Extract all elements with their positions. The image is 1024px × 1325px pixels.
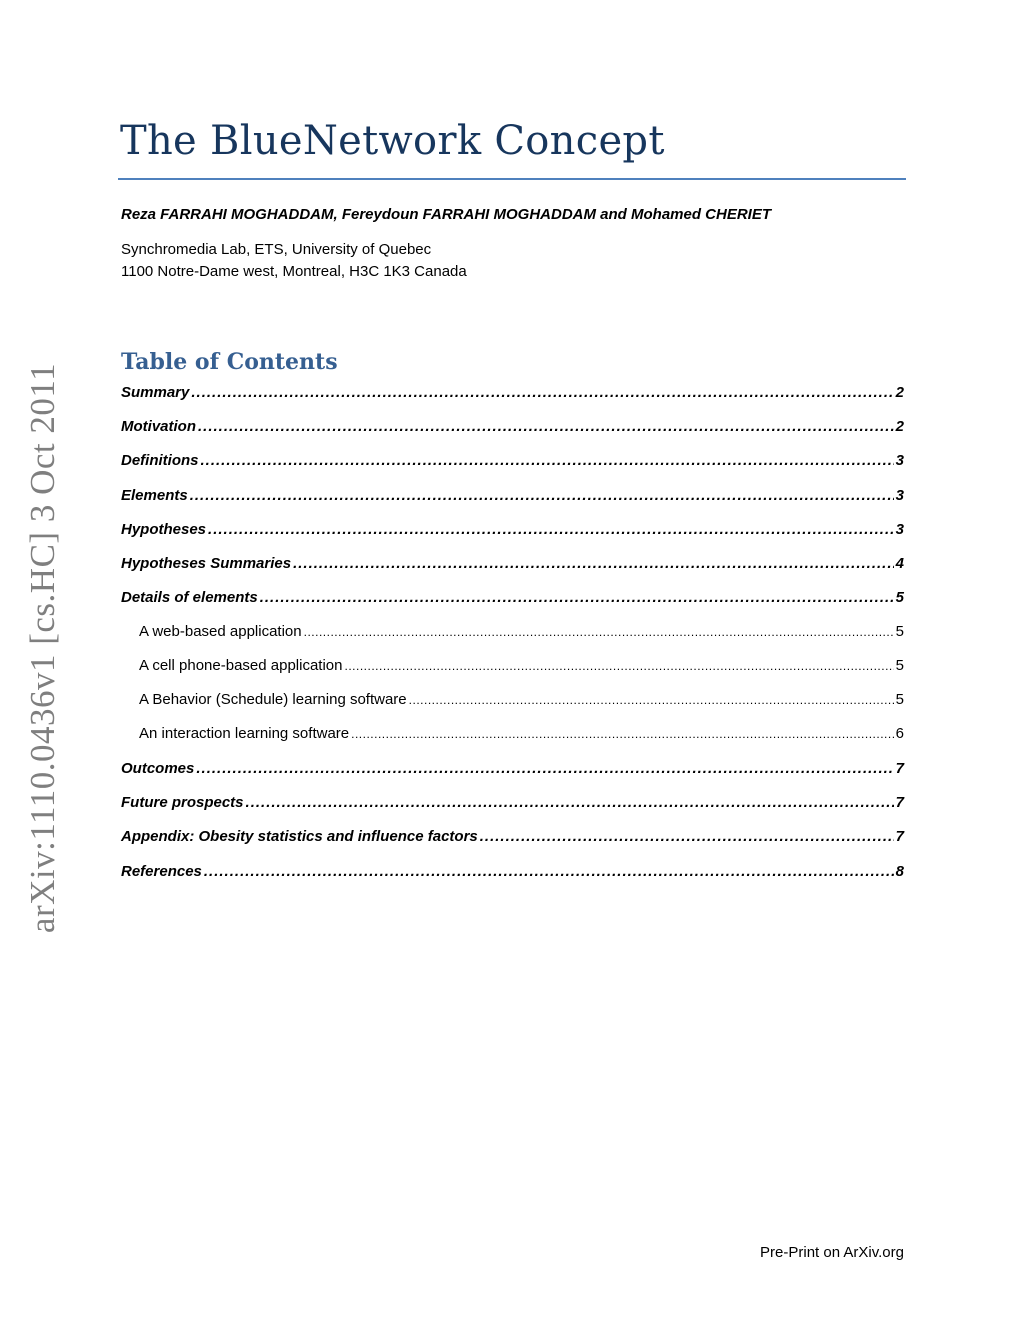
toc-entry-page: 7 — [895, 794, 904, 811]
toc-entry-page: 2 — [895, 418, 904, 435]
toc-leader-dots — [196, 759, 893, 779]
toc-subentry[interactable] — [139, 690, 904, 710]
toc-entry-label: Summary — [121, 384, 190, 401]
toc-entry-label: Appendix: Obesity statistics and influence factors — [121, 828, 478, 845]
toc-entry-label: References — [121, 863, 202, 880]
toc-entry-page: 5 — [895, 691, 904, 708]
toc-leader-dots — [201, 451, 894, 471]
toc-entry-label: Future prospects — [121, 794, 244, 811]
toc-entry[interactable] — [121, 486, 904, 506]
toc-entry-label: Hypotheses — [121, 521, 207, 538]
toc-entry-page: 2 — [895, 384, 904, 401]
author-list: Reza FARRAHI MOGHADDAM, Fereydoun FARRAHI MOGHADDAM and Mohamed CHERIET — [121, 206, 772, 223]
toc-entry[interactable] — [121, 827, 904, 847]
arxiv-side-stamp: arXiv:1110.0436v1 [cs.HC] 3 Oct 2011 — [23, 362, 62, 934]
toc-heading: Table of Contents — [121, 349, 338, 375]
toc-entry-page: 4 — [895, 555, 904, 572]
toc-leader-dots — [344, 656, 893, 676]
toc-entry-label: A Behavior (Schedule) learning software — [139, 691, 407, 708]
document-title: The BlueNetwork Concept — [120, 118, 665, 164]
affiliation-line-1: Synchromedia Lab, ETS, University of Quebec — [121, 241, 432, 258]
toc-entry[interactable] — [121, 451, 904, 471]
toc-entry-label: An interaction learning software — [139, 725, 350, 742]
toc-leader-dots — [304, 622, 894, 642]
toc-entry-label: Hypotheses Summaries — [121, 555, 292, 572]
toc-entry-page: 3 — [895, 452, 904, 469]
toc-entry-page: 7 — [895, 828, 904, 845]
toc-entry-page: 5 — [895, 589, 904, 606]
toc-leader-dots — [260, 588, 894, 608]
title-underline — [118, 178, 906, 180]
toc-leader-dots — [293, 554, 894, 574]
toc-entry-page: 7 — [895, 760, 904, 777]
toc-entry-page: 8 — [895, 863, 904, 880]
toc-subentry[interactable] — [139, 622, 904, 642]
toc-entry-page: 6 — [895, 725, 904, 742]
toc-entry[interactable] — [121, 383, 904, 403]
toc-entry[interactable] — [121, 759, 904, 779]
toc-entry-label: A cell phone-based application — [139, 657, 343, 674]
toc-entry-label: Motivation — [121, 418, 196, 435]
toc-leader-dots — [191, 383, 893, 403]
toc-leader-dots — [351, 724, 894, 744]
toc-entry[interactable] — [121, 554, 904, 574]
toc-entry-label: Definitions — [121, 452, 199, 469]
affiliation-line-2: 1100 Notre-Dame west, Montreal, H3C 1K3 Canada — [121, 263, 467, 280]
toc-entry[interactable] — [121, 588, 904, 608]
footer-preprint-note: Pre-Print on ArXiv.org — [760, 1244, 904, 1261]
toc-subentry[interactable] — [139, 724, 904, 744]
toc-leader-dots — [204, 862, 894, 882]
toc-leader-dots — [208, 520, 894, 540]
toc-entry-label: Elements — [121, 487, 188, 504]
toc-entry-page: 5 — [895, 623, 904, 640]
toc-entry-page: 3 — [895, 521, 904, 538]
toc-entry[interactable] — [121, 417, 904, 437]
toc-entry-label: A web-based application — [139, 623, 302, 640]
toc-entry[interactable] — [121, 862, 904, 882]
toc-leader-dots — [409, 690, 894, 710]
toc-leader-dots — [480, 827, 894, 847]
toc-entry[interactable] — [121, 520, 904, 540]
toc-entry-label: Outcomes — [121, 760, 195, 777]
toc-entry[interactable] — [121, 793, 904, 813]
toc-entry-label: Details of elements — [121, 589, 258, 606]
toc-subentry[interactable] — [139, 656, 904, 676]
toc-entry-page: 5 — [895, 657, 904, 674]
toc-entry-page: 3 — [895, 487, 904, 504]
toc-leader-dots — [190, 486, 894, 506]
toc-leader-dots — [198, 417, 894, 437]
toc-leader-dots — [246, 793, 894, 813]
